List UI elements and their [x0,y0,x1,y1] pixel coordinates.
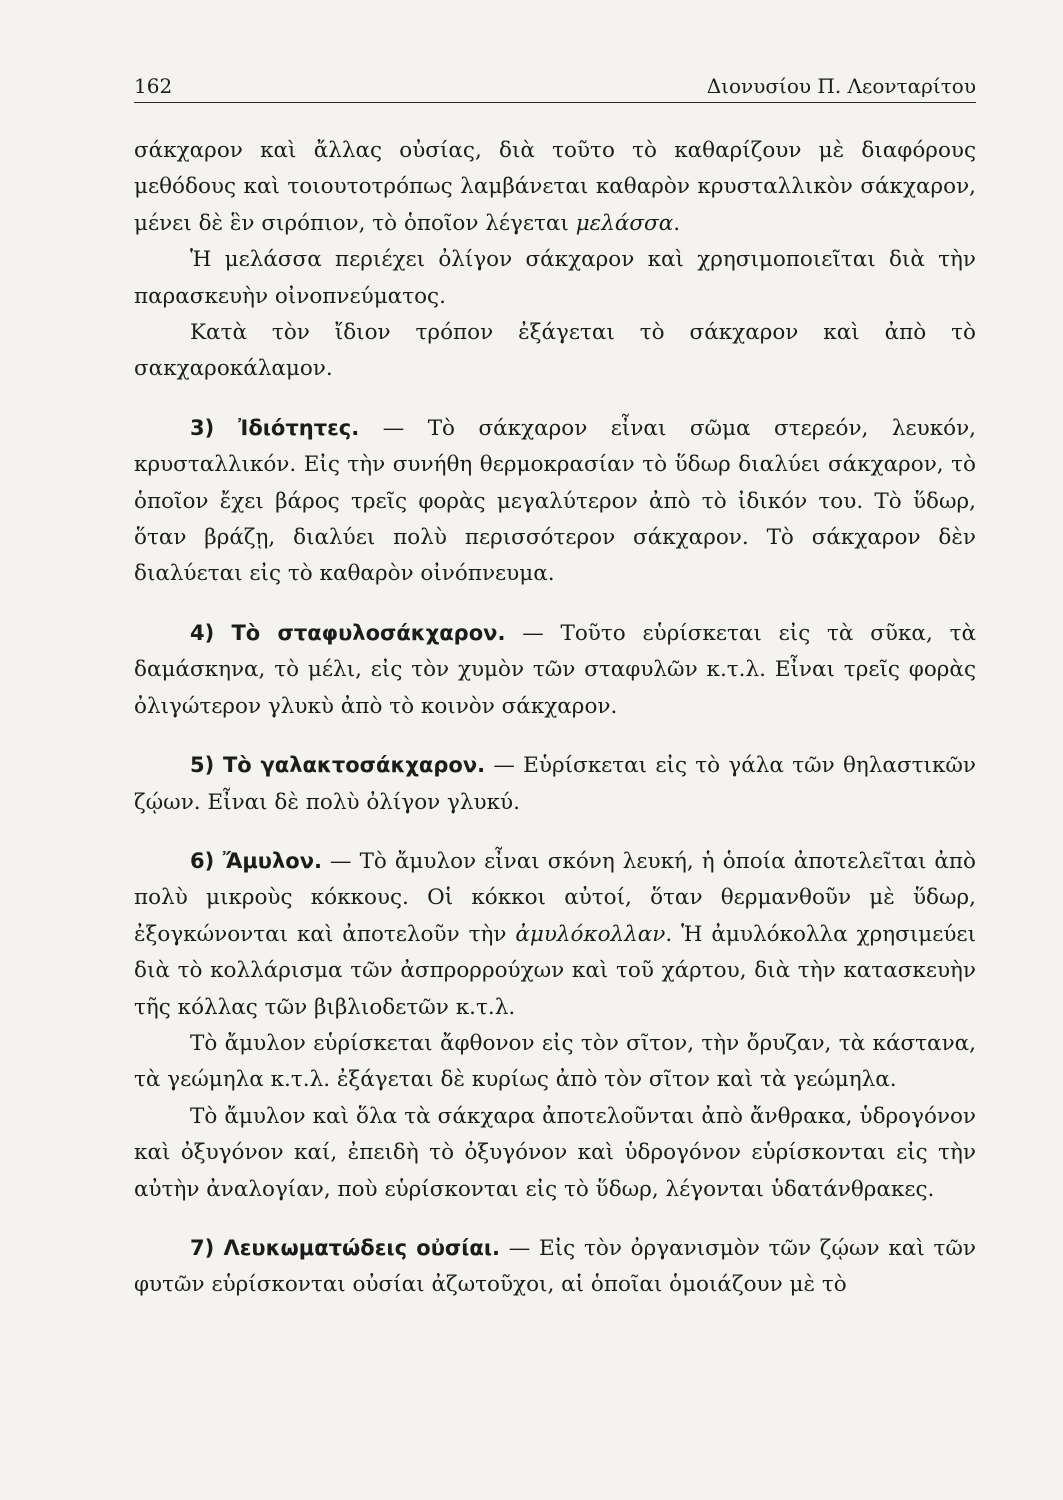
section-milk-sugar [134,747,976,821]
section-albuminous [134,1230,976,1304]
body-text [134,133,976,1304]
section-heading: 3) Ἰδιότητες. [190,415,360,440]
paragraph-starch-sources: Τὸ ἄμυλον εὑρίσκεται ἄφθονον εἰς τὸν σῖτον, τὴν ὄρυζαν, τὰ κάστανα, τὰ γεώμηλα κ.τ.λ. ἐξάγεται δὲ κυρίως ἀπὸ τὸν σῖτον καὶ τὰ γεώμηλα. [134,1030,976,1093]
section-heading: 7) Λευκωματώδεις οὐσίαι. [190,1235,501,1260]
paragraph-carbohydrates: Τὸ ἄμυλον καὶ ὅλα τὰ σάκχαρα ἀποτελοῦνται ἀπὸ ἄνθρακα, ὑδρογόνον καὶ ὀξυγόνον καί, ἐπειδὴ τὸ ὀξυγόνον καὶ ὑδρογόνον εὑρίσκονται εἰς τὴν αὐτὴν ἀναλογίαν, ποὺ εὑρίσκονται εἰς τὸ ὕδωρ, λέγονται ὑδατάνθρακες. [134,1103,976,1202]
section-text: — Εἰς τὸν ὀργανισμὸν τῶν ζῴων καὶ τῶν φυτῶν εὑρίσκονται οὐσίαι ἀζωτοῦχοι, αἱ ὁποῖαι ὁμοιάζουν μὲ τὸ [134,1235,977,1298]
section-text: — Τὸ ἄμυλον εἶναι σκόνη λευκή, ἡ ὁποία ἀποτελεῖται ἀπὸ πολὺ μικροὺς κόκκους. Οἱ κόκκοι αὐτοί, ὅταν θερμανθοῦν μὲ ὕδωρ, ἐξογκώνονται καὶ ἀποτελοῦν τὴν [134,848,976,947]
paragraph-text: . [673,210,681,236]
page-header [134,68,976,103]
section-grape-sugar [134,615,976,725]
term-starch-paste: ἀμυλόκολλαν [515,921,666,947]
section-text: — Τὸ σάκχαρον εἶναι σῶμα στερεόν, λευκόν, κρυσταλλικόν. Εἰς τὴν συνήθη θερμοκρασίαν τὸ ὕδωρ διαλύει σάκχαρον, τὸ ὁποῖον ἔχει βάρος τρεῖς φορὰς μεγαλύτερον ἀπὸ τὸ ἰδικόν του. Τὸ ὕδωρ, ὅταν βράζῃ, διαλύει πολὺ περισσότερον σάκχαρον. Τὸ σάκχαρον δὲν διαλύεται εἰς τὸ καθαρὸν οἰνόπνευμα. [134,415,977,587]
section-text: . Ἡ ἀμυλόκολλα χρησιμεύει διὰ τὸ κολλάρισμα τῶν ἀσπρορρούχων καὶ τοῦ χάρτου, διὰ τὴν κατασκευὴν τῆς κόλλας τῶν βιβλιοδετῶν κ.τ.λ. [134,921,977,1020]
paragraph-text: σάκχαρον καὶ ἄλλας οὐσίας, διὰ τοῦτο τὸ καθαρίζουν μὲ διαφόρους μεθόδους καὶ τοιουτοτρόπως λαμβάνεται καθαρὸν κρυσταλλικὸν σάκχαρον, μένει δὲ ἓν σιρόπιον, τὸ ὁποῖον λέγεται [134,138,976,236]
paragraph-continuation [134,133,976,242]
section-text: — Εὑρίσκεται εἰς τὸ γάλα τῶν θηλαστικῶν ζῴων. Εἶναι δὲ πολὺ ὀλίγον γλυκύ. [134,753,976,815]
term-melassa: μελάσσα [575,210,674,236]
section-text: — Τοῦτο εὑρίσκεται εἰς τὰ σῦκα, τὰ δαμάσκηνα, τὸ μέλι, εἰς τὸν χυμὸν τῶν σταφυλῶν κ.τ.λ. Εἶναι τρεῖς φορὰς ὀλιγώτερον γλυκὺ ἀπὸ τὸ κοινὸν σάκχαρον. [134,620,976,719]
section-starch [134,843,976,1026]
running-head: Διονυσίου Π. Λεονταρίτου [706,74,976,98]
section-heading: 5) Τὸ γαλακτοσάκχαρον. [190,753,486,778]
section-heading: 4) Τὸ σταφυλοσάκχαρον. [190,620,506,645]
paragraph-melassa: Ἡ μελάσσα περιέχει ὀλίγον σάκχαρον καὶ χρησιμοποιεῖται διὰ τὴν παρασκευὴν οἰνοπνεύματος. [134,247,976,309]
paragraph-sugarcane: Κατὰ τὸν ἴδιον τρόπον ἐξάγεται τὸ σάκχαρον καὶ ἀπὸ τὸ σακχαροκάλαμον. [134,320,976,382]
section-properties [134,410,976,593]
page-number: 162 [134,74,173,98]
section-heading: 6) Ἄμυλον. [190,848,322,873]
